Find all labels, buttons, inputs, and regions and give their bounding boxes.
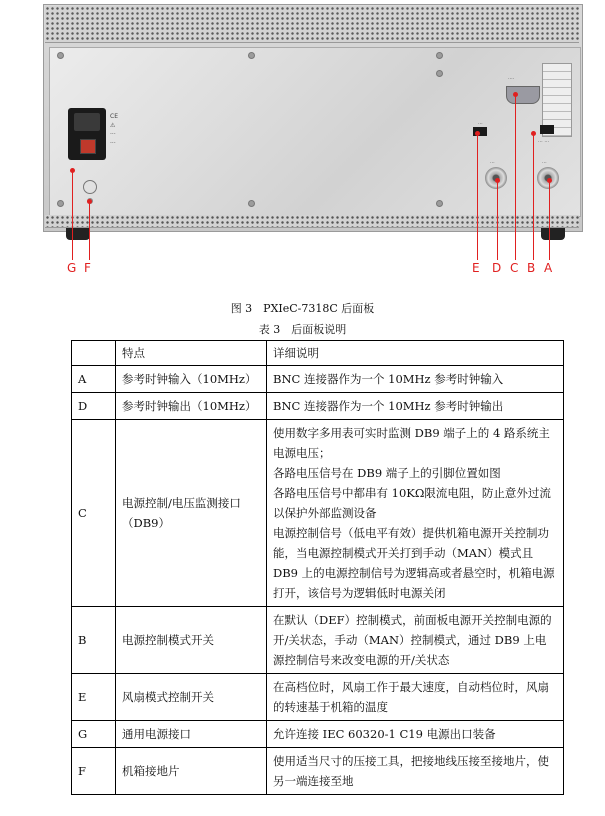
ground-symbol-icon	[83, 180, 97, 194]
row-id: F	[72, 748, 116, 795]
callout-label: A	[544, 261, 553, 275]
table-row	[72, 674, 564, 721]
detail-text: BNC 连接器作为一个 10MHz 参考时钟输入	[273, 372, 504, 386]
row-details	[267, 420, 564, 607]
callout-leader	[549, 180, 550, 260]
row-feature: 电源控制/电压监测接口（DB9）	[116, 420, 267, 607]
db9-label-icon: ····	[508, 76, 515, 82]
row-details	[267, 393, 564, 420]
row-feature: 参考时钟输入（10MHz）	[116, 366, 267, 393]
table-row	[72, 748, 564, 795]
header-details: 详细说明	[267, 341, 564, 366]
detail-text: 各路电压信号中都串有 10KΩ限流电阻，防止意外过流以保护外部监测设备	[273, 486, 551, 520]
figure-caption: 图 3 PXIeC-7318C 后面板	[230, 302, 375, 315]
bottom-vent-grille	[45, 215, 579, 228]
detail-text: 使用适当尺寸的压接工具，把接地线压接至接地片，使另一端连接至地	[273, 754, 549, 788]
row-feature: 风扇模式控制开关	[116, 674, 267, 721]
screw	[248, 52, 255, 59]
rear-panel-photo	[0, 0, 605, 292]
screw	[436, 200, 443, 207]
screw	[436, 52, 443, 59]
callout-label: F	[84, 261, 91, 275]
table-row	[72, 721, 564, 748]
row-id: E	[72, 674, 116, 721]
row-id: G	[72, 721, 116, 748]
table-header-row	[72, 341, 564, 366]
row-details	[267, 674, 564, 721]
header-id	[72, 341, 116, 366]
screw	[57, 200, 64, 207]
callout-leader	[477, 133, 478, 260]
callout-leader	[89, 201, 90, 260]
bnc-out-label-icon: ···	[490, 160, 495, 166]
screw	[57, 52, 64, 59]
rear-panel-table	[71, 340, 564, 795]
row-id: A	[72, 366, 116, 393]
rear-plate	[49, 47, 581, 217]
table-caption: 表 3 后面板说明	[258, 323, 347, 336]
row-feature: 电源控制模式开关	[116, 607, 267, 674]
callout-label: D	[492, 261, 502, 275]
power-switch-label-icon: ··· ···	[538, 139, 550, 145]
db9-connector	[506, 86, 540, 104]
row-feature: 机箱接地片	[116, 748, 267, 795]
bnc-in-label-icon: ···	[542, 160, 547, 166]
screw	[248, 200, 255, 207]
callout-label: C	[510, 261, 519, 275]
row-id: D	[72, 393, 116, 420]
chassis-foot	[66, 228, 90, 240]
table-row	[72, 420, 564, 607]
detail-text: BNC 连接器作为一个 10MHz 参考时钟输出	[273, 399, 504, 413]
callout-leader	[72, 170, 73, 260]
screw	[436, 70, 443, 77]
power-mode-switch	[540, 125, 554, 134]
top-vent-grille	[45, 6, 579, 43]
row-id: B	[72, 607, 116, 674]
row-id: C	[72, 420, 116, 607]
row-details	[267, 607, 564, 674]
detail-text: 电源控制信号（低电平有效）提供机箱电源开关控制功能，当电源控制模式开关打到手动（MAN）模式且 DB9 上的电源控制信号为逻辑高或者悬空时，机箱电源打开，该信号为逻辑低时电源关闭	[273, 526, 555, 600]
callout-leader	[497, 180, 498, 260]
ce-label-icon: CE ⚠ ··· ···	[110, 113, 118, 147]
detail-text: 允许连接 IEC 60320-1 C19 电源出口装备	[273, 727, 496, 741]
detail-text: 在高档位时，风扇工作于最大速度，自动档位时，风扇的转速基于机箱的温度	[273, 680, 549, 714]
detail-text: 使用数字多用表可实时监测 DB9 端子上的 4 路系统主电源电压；	[273, 426, 550, 460]
power-switch	[80, 139, 96, 154]
row-feature: 参考时钟输出（10MHz）	[116, 393, 267, 420]
table-row	[72, 366, 564, 393]
detail-text: 在默认（DEF）控制模式，前面板电源开关控制电源的开/关状态，手动（MAN）控制模式，通过 DB9 上电源控制信号来改变电源的开/关状态	[273, 613, 552, 667]
callout-label: B	[527, 261, 536, 275]
table-row	[72, 393, 564, 420]
row-details	[267, 366, 564, 393]
callout-leader	[515, 94, 516, 260]
fan-switch-label-icon: ···	[478, 121, 483, 127]
header-feature: 特点	[116, 341, 267, 366]
chassis-foot	[541, 228, 565, 240]
row-details	[267, 748, 564, 795]
iec-c19-socket	[74, 113, 100, 131]
callout-leader	[533, 133, 534, 260]
callout-label: G	[67, 261, 77, 275]
table-row	[72, 607, 564, 674]
callout-label: E	[472, 261, 480, 275]
detail-text: 各路电压信号在 DB9 端子上的引脚位置如图	[273, 466, 501, 480]
row-feature: 通用电源接口	[116, 721, 267, 748]
row-details	[267, 721, 564, 748]
